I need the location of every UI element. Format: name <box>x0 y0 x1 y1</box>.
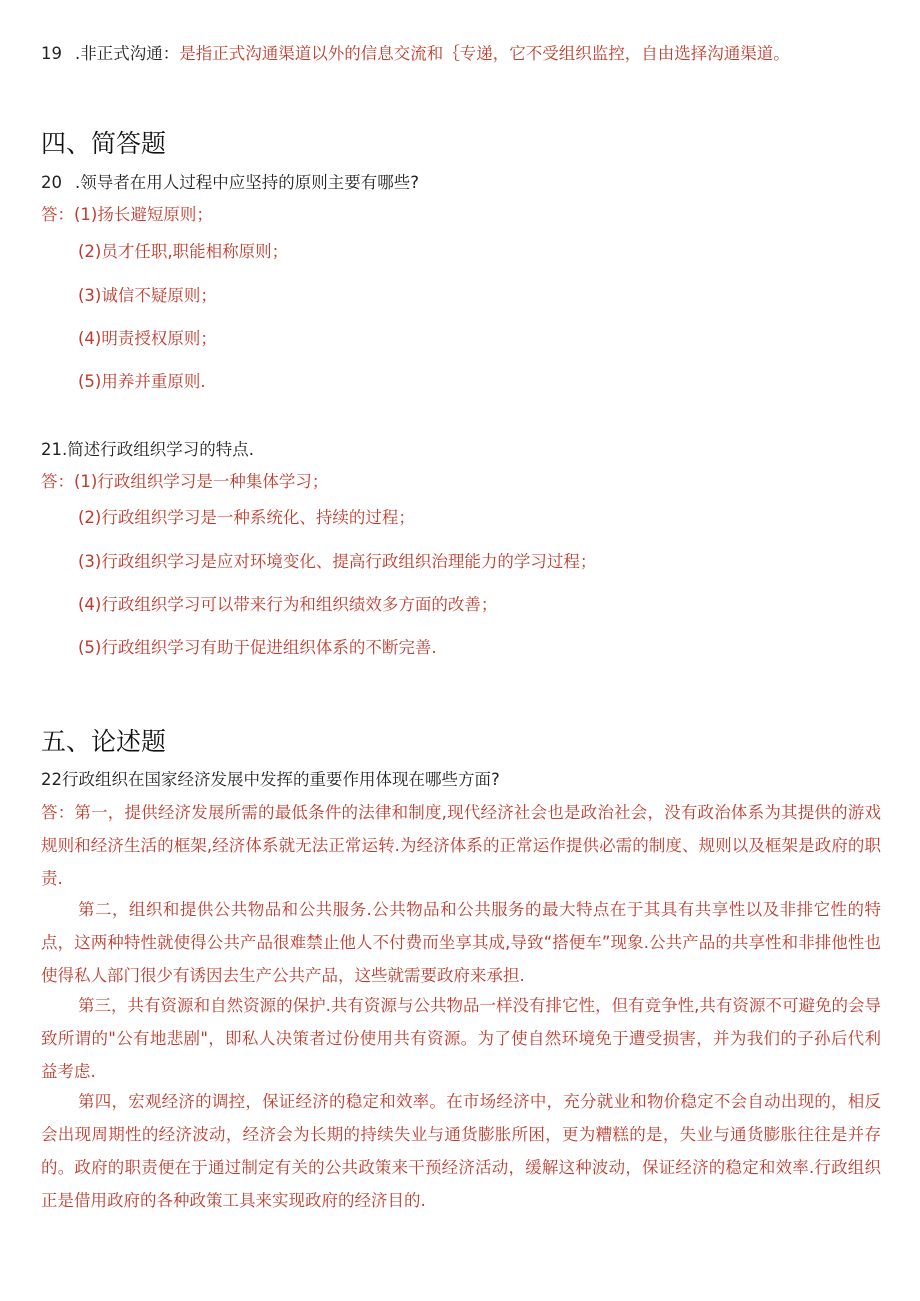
question-21: 21.简述行政组织学习的特点. <box>41 440 254 459</box>
answer-20-item-3: (3)诚信不疑原则； <box>78 286 217 305</box>
answer-22-paragraph-1 <box>41 796 881 895</box>
question-19 <box>41 43 790 65</box>
section-heading-essay: 五、论述题 <box>41 727 167 756</box>
answer-21-item-5: (5)行政组织学习有助于促进组织体系的不断完善. <box>78 638 437 657</box>
answer-20-item-2: (2)员才任职,职能相称原则； <box>78 242 289 261</box>
question-number: 19 <box>41 44 62 63</box>
question-term: .非正式沟通： <box>75 44 180 63</box>
answer-item: (1)扬长避短原则； <box>74 205 213 224</box>
answer-definition: 是指正式沟通渠道以外的信息交流和｛专递，它不受组织监控，自由选择沟通渠道。 <box>179 44 790 63</box>
answer-prefix: 答： <box>41 472 74 491</box>
answer-21-item-1 <box>41 471 328 493</box>
answer-22-paragraph-2: 第二，组织和提供公共物品和公共服务.公共物品和公共服务的最大特点在于其具有共享性以及非排它性的特点，这两种特性就使得公共产品很难禁止他人不付费而坐享其成,导致“搭便车”现象.公共产品的共享性和非排他性也使得私人部门很少有诱因去生产公共产品，这些就需要政府来承担. <box>41 900 881 985</box>
answer-22-paragraph-3: 第三，共有资源和自然资源的保护.共有资源与公共物品一样没有排它性，但有竞争性,共有资源不可避免的会导致所谓的"公有地悲剧"，即私人决策者过份使用共有资源。为了使自然环境免于遭受损害，并为我们的子孙后代利益考虑. <box>41 996 881 1081</box>
answer-prefix: 答： <box>41 803 75 822</box>
answer-20-item-1 <box>41 204 213 226</box>
question-number: 20 <box>41 173 62 192</box>
answer-20-item-5: (5)用养并重原则. <box>78 372 206 391</box>
answer-20-item-4: (4)明责授权原则； <box>78 329 217 348</box>
question-text: .领导者在用人过程中应坚持的原则主要有哪些? <box>75 173 420 192</box>
answer-21-item-2: (2)行政组织学习是一种系统化、持续的过程； <box>78 508 415 527</box>
question-20 <box>41 172 419 194</box>
answer-prefix: 答： <box>41 205 74 224</box>
section-heading-short-answer: 四、简答题 <box>41 129 167 158</box>
answer-21-item-3: (3)行政组织学习是应对环境变化、提高行政组织治理能力的学习过程； <box>78 552 597 571</box>
question-22: 22行政组织在国家经济发展中发挥的重要作用体现在哪些方面? <box>41 770 500 789</box>
paragraph-text: 第一，提供经济发展所需的最低条件的法律和制度,现代经济社会也是政治社会，没有政治体系为其提供的游戏规则和经济生活的框架,经济体系就无法正常运转.为经济体系的正常运作提供必需的制度、规则以及框架是政府的职责. <box>41 803 881 888</box>
answer-item: (1)行政组织学习是一种集体学习； <box>74 472 329 491</box>
answer-22-paragraph-4: 第四，宏观经济的调控，保证经济的稳定和效率。在市场经济中，充分就业和物价稳定不会自动出现的，相反会出现周期性的经济波动，经济会为长期的持续失业与通货膨胀所困，更为糟糕的是，失业与通货膨胀往往是并存的。政府的职责便在于通过制定有关的公共政策来干预经济活动，缓解这种波动，保证经济的稳定和效率.行政组织正是借用政府的各种政策工具来实现政府的经济目的. <box>41 1092 881 1210</box>
answer-21-item-4: (4)行政组织学习可以带来行为和组织绩效多方面的改善； <box>78 595 498 614</box>
